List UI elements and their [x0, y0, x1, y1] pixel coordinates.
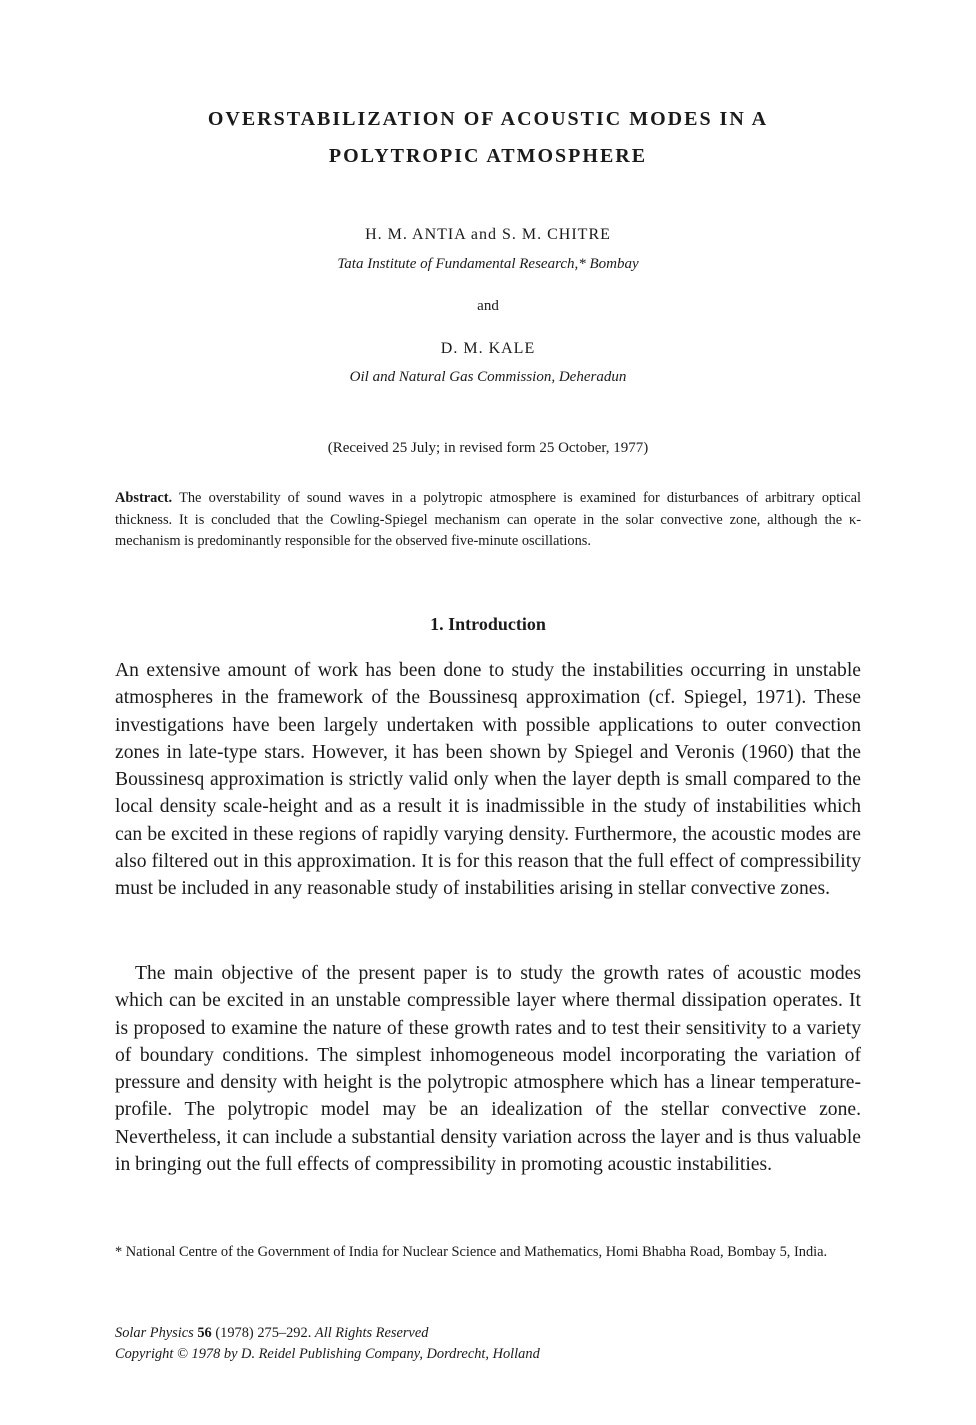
journal-volume: 56: [197, 1325, 212, 1341]
intro-paragraph-2: The main objective of the present paper is to study the growth rates of acoustic modes which can be excited in an unstable compressible layer where thermal dissipation operates. It is proposed to examine the nature of these growth rates and to test their sensitivity to a variety of boundary conditions. The simplest inhomogeneous model incorporating the variation of pressure and density with height is the polytropic atmosphere which has a linear temperature-profile. The polytropic model may be an idealization of the stellar convective zone. Nevertheless, it can include a substantial density variation across the layer and is thus valuable in bringing out the full effects of compressibility in promoting acoustic instabilities.: [115, 963, 861, 1176]
affiliation-footnote: * National Centre of the Government of India for Nuclear Science and Mathematics, Homi Bhabha Road, Bombay 5, India.: [115, 1244, 828, 1260]
journal-rights: All Rights Reserved: [314, 1325, 429, 1341]
affiliation-2: Oil and Natural Gas Commission, Deheradun: [349, 369, 627, 385]
author-group-1: H. M. ANTIA and S. M. CHITRE: [365, 226, 611, 243]
journal-pages: (1978) 275–292.: [215, 1325, 312, 1341]
abstract-text: The overstability of sound waves in a polytropic atmosphere is examined for disturbances of arbitrary optical thickness. It is concluded that the Cowling-Spiegel mechanism can operate in the solar convective zone, although the κ-mechanism is predominantly responsible for the observed five-minute oscillations.: [115, 490, 862, 549]
intro-paragraph-1: An extensive amount of work has been done to study the instabilities occurring in unstable atmospheres in the framework of the Boussinesq approximation (cf. Spiegel, 1971). These investigations have been largely undertaken with possible applications to outer convection zones in late-type stars. However, it has been shown by Spiegel and Veronis (1960) that the Boussinesq approximation is strictly valid only when the layer depth is small compared to the local density scale-height and as a result it is inadmissible in the study of instabilities which can be excited in these regions of rapidly varying density. Furthermore, the acoustic modes are also filtered out in this approximation. It is for this reason that the full effect of compressibility must be included in any reasonable study of instabilities arising in stellar convective zones.: [115, 660, 861, 900]
abstract: [115, 488, 861, 553]
paper-title-line-1: OVERSTABILIZATION OF ACOUSTIC MODES IN A: [207, 108, 769, 130]
journal-citation: [115, 1323, 861, 1365]
journal-copyright: Copyright © 1978 by D. Reidel Publishing Company, Dordrecht, Holland: [115, 1346, 540, 1362]
section-heading-introduction: 1. Introduction: [430, 614, 546, 634]
received-dates: (Received 25 July; in revised form 25 October, 1977): [327, 440, 649, 456]
abstract-label: Abstract.: [115, 490, 173, 506]
author-group-2: D. M. KALE: [440, 340, 536, 357]
journal-name: Solar Physics: [115, 1325, 194, 1341]
paper-title-line-2: POLYTROPIC ATMOSPHERE: [328, 145, 648, 167]
author-conjunction: and: [477, 298, 499, 314]
affiliation-1: Tata Institute of Fundamental Research,* Bombay: [337, 256, 639, 272]
